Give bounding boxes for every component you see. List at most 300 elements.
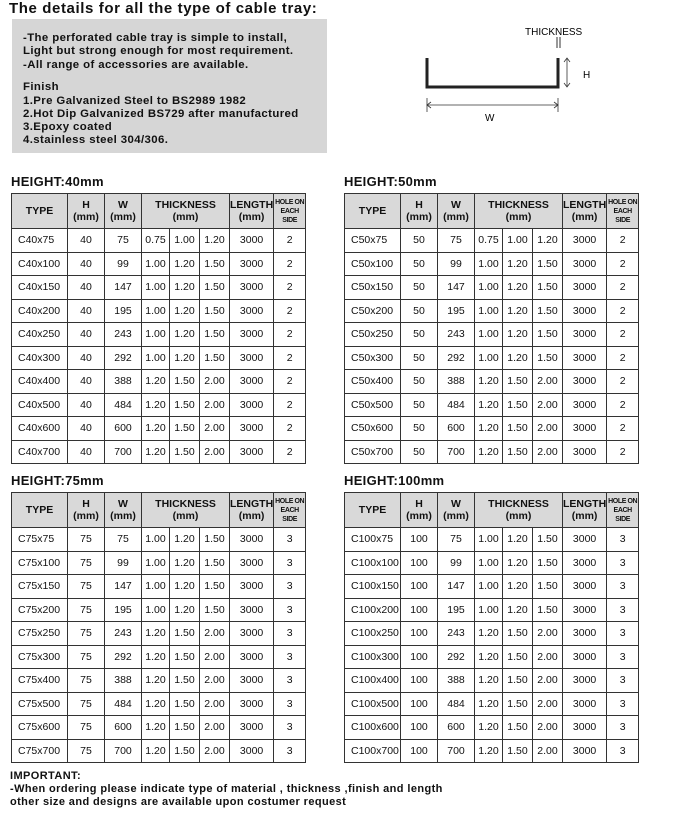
important-heading: IMPORTANT: [10,770,82,782]
type-cell: C50x400 [345,370,401,394]
table-cell: 1.20 [475,645,503,669]
type-cell: C50x700 [345,440,401,464]
type-cell: C75x300 [12,645,68,669]
table-cell: 1.50 [533,252,563,276]
table-row [345,252,639,276]
table-cell: 1.20 [170,598,200,622]
column-header-text: (mm) [73,510,99,522]
column-header-text: TYPE [25,205,54,217]
finish-heading: Finish [23,81,59,93]
column-header-text: EACH SIDE [280,506,299,523]
table-row [12,299,306,323]
type-cell: C100x500 [345,692,401,716]
table-cell: 75 [105,229,142,253]
table-cell: 2 [607,299,639,323]
table-cell: 1.00 [142,346,170,370]
table-cell: 2.00 [200,440,230,464]
table-cell: 1.00 [142,598,170,622]
table-cell: 99 [438,252,475,276]
table-row [345,739,639,763]
column-header [274,493,306,528]
column-header [401,493,438,528]
header-row [345,194,639,229]
column-header-text: (mm) [443,211,469,223]
table-row [345,323,639,347]
table-cell: 3000 [563,716,607,740]
type-cell: C75x200 [12,598,68,622]
table-cell: 3000 [230,323,274,347]
table-cell: 600 [105,716,142,740]
table-cell: 1.50 [170,645,200,669]
table-cell: 1.20 [503,346,533,370]
table-cell: 75 [105,528,142,552]
table-cell: 3000 [230,299,274,323]
table-row [12,370,306,394]
spec-table [11,492,306,763]
table-cell: 2.00 [533,692,563,716]
table-cell: 388 [438,669,475,693]
table-cell: 2.00 [533,739,563,763]
table-row [12,598,306,622]
table-cell: 484 [105,393,142,417]
type-cell: C100x600 [345,716,401,740]
type-cell: C75x250 [12,622,68,646]
table-cell: 3000 [230,622,274,646]
table-row [345,299,639,323]
table-title: HEIGHT:75mm [11,473,104,488]
table-cell: 50 [401,417,438,441]
column-header [68,194,105,229]
table-cell: 1.00 [475,276,503,300]
table-cell: 3000 [230,346,274,370]
table-cell: 1.50 [503,440,533,464]
column-header-text: (mm) [406,211,432,223]
column-header [345,493,401,528]
table-cell: 40 [68,393,105,417]
type-cell: C50x75 [345,229,401,253]
type-cell: C50x600 [345,417,401,441]
table-cell: 2 [607,229,639,253]
table-cell: 1.00 [475,528,503,552]
table-row [12,669,306,693]
page-title: The details for all the type of cable tray: [9,0,318,17]
table-cell: 2.00 [533,393,563,417]
column-header-text: (mm) [505,510,532,522]
type-cell: C100x400 [345,669,401,693]
table-cell: 3000 [230,739,274,763]
table-cell: 3 [274,622,306,646]
table-cell: 1.00 [475,575,503,599]
table-cell: 3 [607,645,639,669]
table-cell: 100 [401,575,438,599]
table-row [12,716,306,740]
table-cell: 1.00 [475,598,503,622]
table-cell: 243 [105,323,142,347]
column-header-text: EACH SIDE [280,207,299,224]
table-cell: 75 [438,528,475,552]
type-cell: C50x150 [345,276,401,300]
table-cell: 1.50 [200,276,230,300]
table-cell: 700 [438,440,475,464]
table-cell: 147 [105,276,142,300]
table-cell: 3000 [563,299,607,323]
table-cell: 3000 [563,323,607,347]
table-cell: 1.20 [475,440,503,464]
table-cell: 2 [607,252,639,276]
table-cell: 1.50 [200,598,230,622]
column-header-text: THICKNESS [155,498,216,510]
column-header-text: (mm) [172,211,199,223]
table-cell: 50 [401,393,438,417]
table-cell: 50 [401,323,438,347]
column-header-text: (mm) [571,211,598,223]
type-cell: C50x200 [345,299,401,323]
spec-table [11,193,306,464]
table-cell: 1.20 [170,575,200,599]
table-cell: 40 [68,440,105,464]
table-cell: 484 [105,692,142,716]
table-cell: 3000 [563,528,607,552]
table-cell: 100 [401,551,438,575]
table-row [345,417,639,441]
table-cell: 1.50 [200,323,230,347]
type-cell: C40x150 [12,276,68,300]
column-header-text: HOLE ON [608,198,638,206]
table-cell: 3000 [230,252,274,276]
type-cell: C50x250 [345,323,401,347]
table-row [345,575,639,599]
table-cell: 2 [274,440,306,464]
type-cell: C100x700 [345,739,401,763]
table-title: HEIGHT:100mm [344,473,445,488]
table-cell: 2.00 [533,622,563,646]
table-cell: 1.20 [533,229,563,253]
table-row [345,669,639,693]
table-cell: 3 [607,739,639,763]
type-cell: C100x200 [345,598,401,622]
column-header-text: (mm) [238,510,265,522]
column-header-text: (mm) [110,510,136,522]
table-cell: 2.00 [200,669,230,693]
column-header [563,194,607,229]
column-header [68,493,105,528]
table-cell: 1.20 [503,323,533,347]
column-header-text: (mm) [172,510,199,522]
type-cell: C50x500 [345,393,401,417]
table-cell: 99 [105,551,142,575]
column-header [274,194,306,229]
table-cell: 1.20 [142,739,170,763]
table-row [345,346,639,370]
table-cell: 3000 [563,276,607,300]
type-cell: C75x500 [12,692,68,716]
header-row [345,493,639,528]
h-label: H [583,70,591,81]
table-cell: 50 [401,229,438,253]
table-cell: 100 [401,692,438,716]
table-cell: 1.20 [503,528,533,552]
table-cell: 1.50 [533,346,563,370]
table-cell: 195 [105,598,142,622]
table-cell: 484 [438,692,475,716]
table-cell: 388 [105,370,142,394]
table-cell: 1.20 [503,299,533,323]
table-cell: 1.20 [170,276,200,300]
table-cell: 3000 [230,692,274,716]
table-cell: 40 [68,370,105,394]
table-cell: 1.20 [475,669,503,693]
table-cell: 243 [438,622,475,646]
column-header [475,493,563,528]
table-cell: 292 [105,645,142,669]
table-cell: 1.50 [503,669,533,693]
table-cell: 3 [274,716,306,740]
table-cell: 2 [274,252,306,276]
type-cell: C40x300 [12,346,68,370]
table-cell: 2.00 [200,739,230,763]
column-header-text: H [82,498,90,510]
table-title: HEIGHT:50mm [344,174,437,189]
table-cell: 3000 [230,716,274,740]
table-cell: 1.50 [503,716,533,740]
table-cell: 0.75 [142,229,170,253]
table-row [345,229,639,253]
table-cell: 1.50 [533,276,563,300]
table-row [345,551,639,575]
table-cell: 1.20 [142,669,170,693]
table-title: HEIGHT:40mm [11,174,104,189]
table-cell: 1.50 [533,575,563,599]
table-cell: 2.00 [533,370,563,394]
table-cell: 3000 [230,598,274,622]
column-header-text: LENGTH [563,199,607,211]
table-cell: 1.50 [503,622,533,646]
table-cell: 1.20 [475,622,503,646]
table-row [12,440,306,464]
column-header-text: (mm) [73,211,99,223]
spec-table [344,492,639,763]
table-row [12,276,306,300]
table-cell: 1.20 [200,229,230,253]
type-cell: C75x600 [12,716,68,740]
spec-table [344,193,639,464]
table-cell: 100 [401,739,438,763]
table-cell: 1.20 [475,716,503,740]
table-cell: 1.50 [503,739,533,763]
table-cell: 2.00 [200,417,230,441]
table-cell: 1.20 [475,393,503,417]
table-cell: 1.50 [533,323,563,347]
table-cell: 2 [274,417,306,441]
table-cell: 292 [105,346,142,370]
table-cell: 1.00 [475,252,503,276]
column-header-text: THICKNESS [155,199,216,211]
table-cell: 2.00 [200,622,230,646]
table-cell: 1.20 [142,692,170,716]
column-header [105,194,142,229]
table-cell: 1.50 [170,440,200,464]
table-cell: 75 [68,528,105,552]
table-cell: 3000 [563,417,607,441]
table-cell: 1.50 [533,551,563,575]
table-cell: 75 [438,229,475,253]
column-header-text: H [82,199,90,211]
table-cell: 1.50 [200,346,230,370]
table-cell: 50 [401,370,438,394]
table-cell: 2 [607,393,639,417]
table-row [12,575,306,599]
table-cell: 1.50 [170,393,200,417]
table-cell: 1.00 [142,323,170,347]
table-cell: 3000 [230,440,274,464]
table-row [345,622,639,646]
table-row [12,551,306,575]
table-cell: 3000 [563,440,607,464]
table-cell: 2 [607,370,639,394]
table-cell: 40 [68,299,105,323]
table-cell: 75 [68,739,105,763]
table-cell: 3000 [563,622,607,646]
table-cell: 3000 [563,252,607,276]
table-cell: 1.20 [475,739,503,763]
table-cell: 75 [68,692,105,716]
table-cell: 1.20 [170,252,200,276]
column-header-text: LENGTH [230,199,274,211]
type-cell: C75x150 [12,575,68,599]
table-cell: 292 [438,346,475,370]
table-cell: 75 [68,551,105,575]
important-line: -When ordering please indicate type of material , thickness ,finish and length [10,783,443,795]
type-cell: C100x250 [345,622,401,646]
table-cell: 1.20 [170,551,200,575]
table-cell: 100 [401,645,438,669]
table-cell: 2 [274,323,306,347]
table-cell: 1.00 [142,528,170,552]
table-cell: 3 [607,692,639,716]
table-cell: 3 [274,551,306,575]
table-cell: 1.50 [170,669,200,693]
type-cell: C100x75 [345,528,401,552]
table-cell: 3000 [230,276,274,300]
column-header [438,194,475,229]
type-cell: C40x75 [12,229,68,253]
table-cell: 1.00 [142,575,170,599]
table-cell: 75 [68,598,105,622]
table-cell: 3 [274,669,306,693]
table-cell: 1.50 [503,370,533,394]
table-cell: 3000 [230,370,274,394]
finish-item: 2.Hot Dip Galvanized BS729 after manufactured [23,108,299,120]
type-cell: C100x100 [345,551,401,575]
table-cell: 2.00 [533,645,563,669]
table-cell: 40 [68,276,105,300]
header-row [12,194,306,229]
table-cell: 1.50 [503,645,533,669]
table-cell: 1.50 [200,551,230,575]
table-cell: 147 [438,575,475,599]
table-cell: 195 [438,598,475,622]
table-cell: 1.20 [142,716,170,740]
table-cell: 75 [68,645,105,669]
table-row [345,393,639,417]
table-cell: 2 [607,323,639,347]
column-header-text: W [118,498,128,510]
table-cell: 1.20 [475,370,503,394]
table-cell: 50 [401,346,438,370]
finish-item: 1.Pre Galvanized Steel to BS2989 1982 [23,95,247,107]
table-cell: 75 [68,622,105,646]
table-cell: 2 [607,346,639,370]
table-cell: 1.00 [475,323,503,347]
table-cell: 2 [607,417,639,441]
finish-item: 4.stainless steel 304/306. [23,134,169,146]
info-line: -All range of accessories are available. [23,59,249,71]
column-header-text: H [415,199,423,211]
table-cell: 1.50 [170,692,200,716]
table-cell: 2.00 [533,417,563,441]
column-header-text: THICKNESS [488,498,549,510]
table-cell: 1.50 [170,622,200,646]
table-cell: 2.00 [200,370,230,394]
column-header-text: LENGTH [563,498,607,510]
table-cell: 3000 [230,645,274,669]
important-note [10,770,443,809]
table-cell: 1.50 [200,575,230,599]
column-header [563,493,607,528]
table-cell: 1.20 [475,692,503,716]
column-header-text: HOLE ON [275,198,305,206]
column-header [438,493,475,528]
type-cell: C50x100 [345,252,401,276]
column-header-text: (mm) [406,510,432,522]
table-row [12,528,306,552]
type-cell: C40x100 [12,252,68,276]
table-cell: 3 [274,598,306,622]
table-cell: 40 [68,252,105,276]
table-cell: 1.50 [503,393,533,417]
column-header [475,194,563,229]
table-cell: 40 [68,346,105,370]
table-cell: 388 [438,370,475,394]
table-cell: 2 [274,276,306,300]
table-cell: 3000 [563,551,607,575]
table-cell: 1.20 [503,252,533,276]
table-cell: 1.20 [503,551,533,575]
table-cell: 3000 [230,417,274,441]
table-cell: 243 [438,323,475,347]
type-cell: C40x500 [12,393,68,417]
type-cell: C40x250 [12,323,68,347]
table-cell: 3000 [563,598,607,622]
table-cell: 1.00 [142,299,170,323]
table-cell: 1.50 [200,299,230,323]
table-row [12,252,306,276]
table-cell: 1.20 [142,622,170,646]
table-cell: 3000 [563,229,607,253]
column-header [607,194,639,229]
table-cell: 1.00 [170,229,200,253]
info-line: -The perforated cable tray is simple to install, [23,32,288,44]
table-cell: 1.00 [475,346,503,370]
table-row [345,440,639,464]
table-row [12,622,306,646]
table-cell: 1.20 [503,598,533,622]
table-cell: 2 [274,299,306,323]
table-cell: 1.20 [142,393,170,417]
table-cell: 1.20 [142,417,170,441]
table-cell: 1.20 [475,417,503,441]
table-cell: 1.20 [170,528,200,552]
